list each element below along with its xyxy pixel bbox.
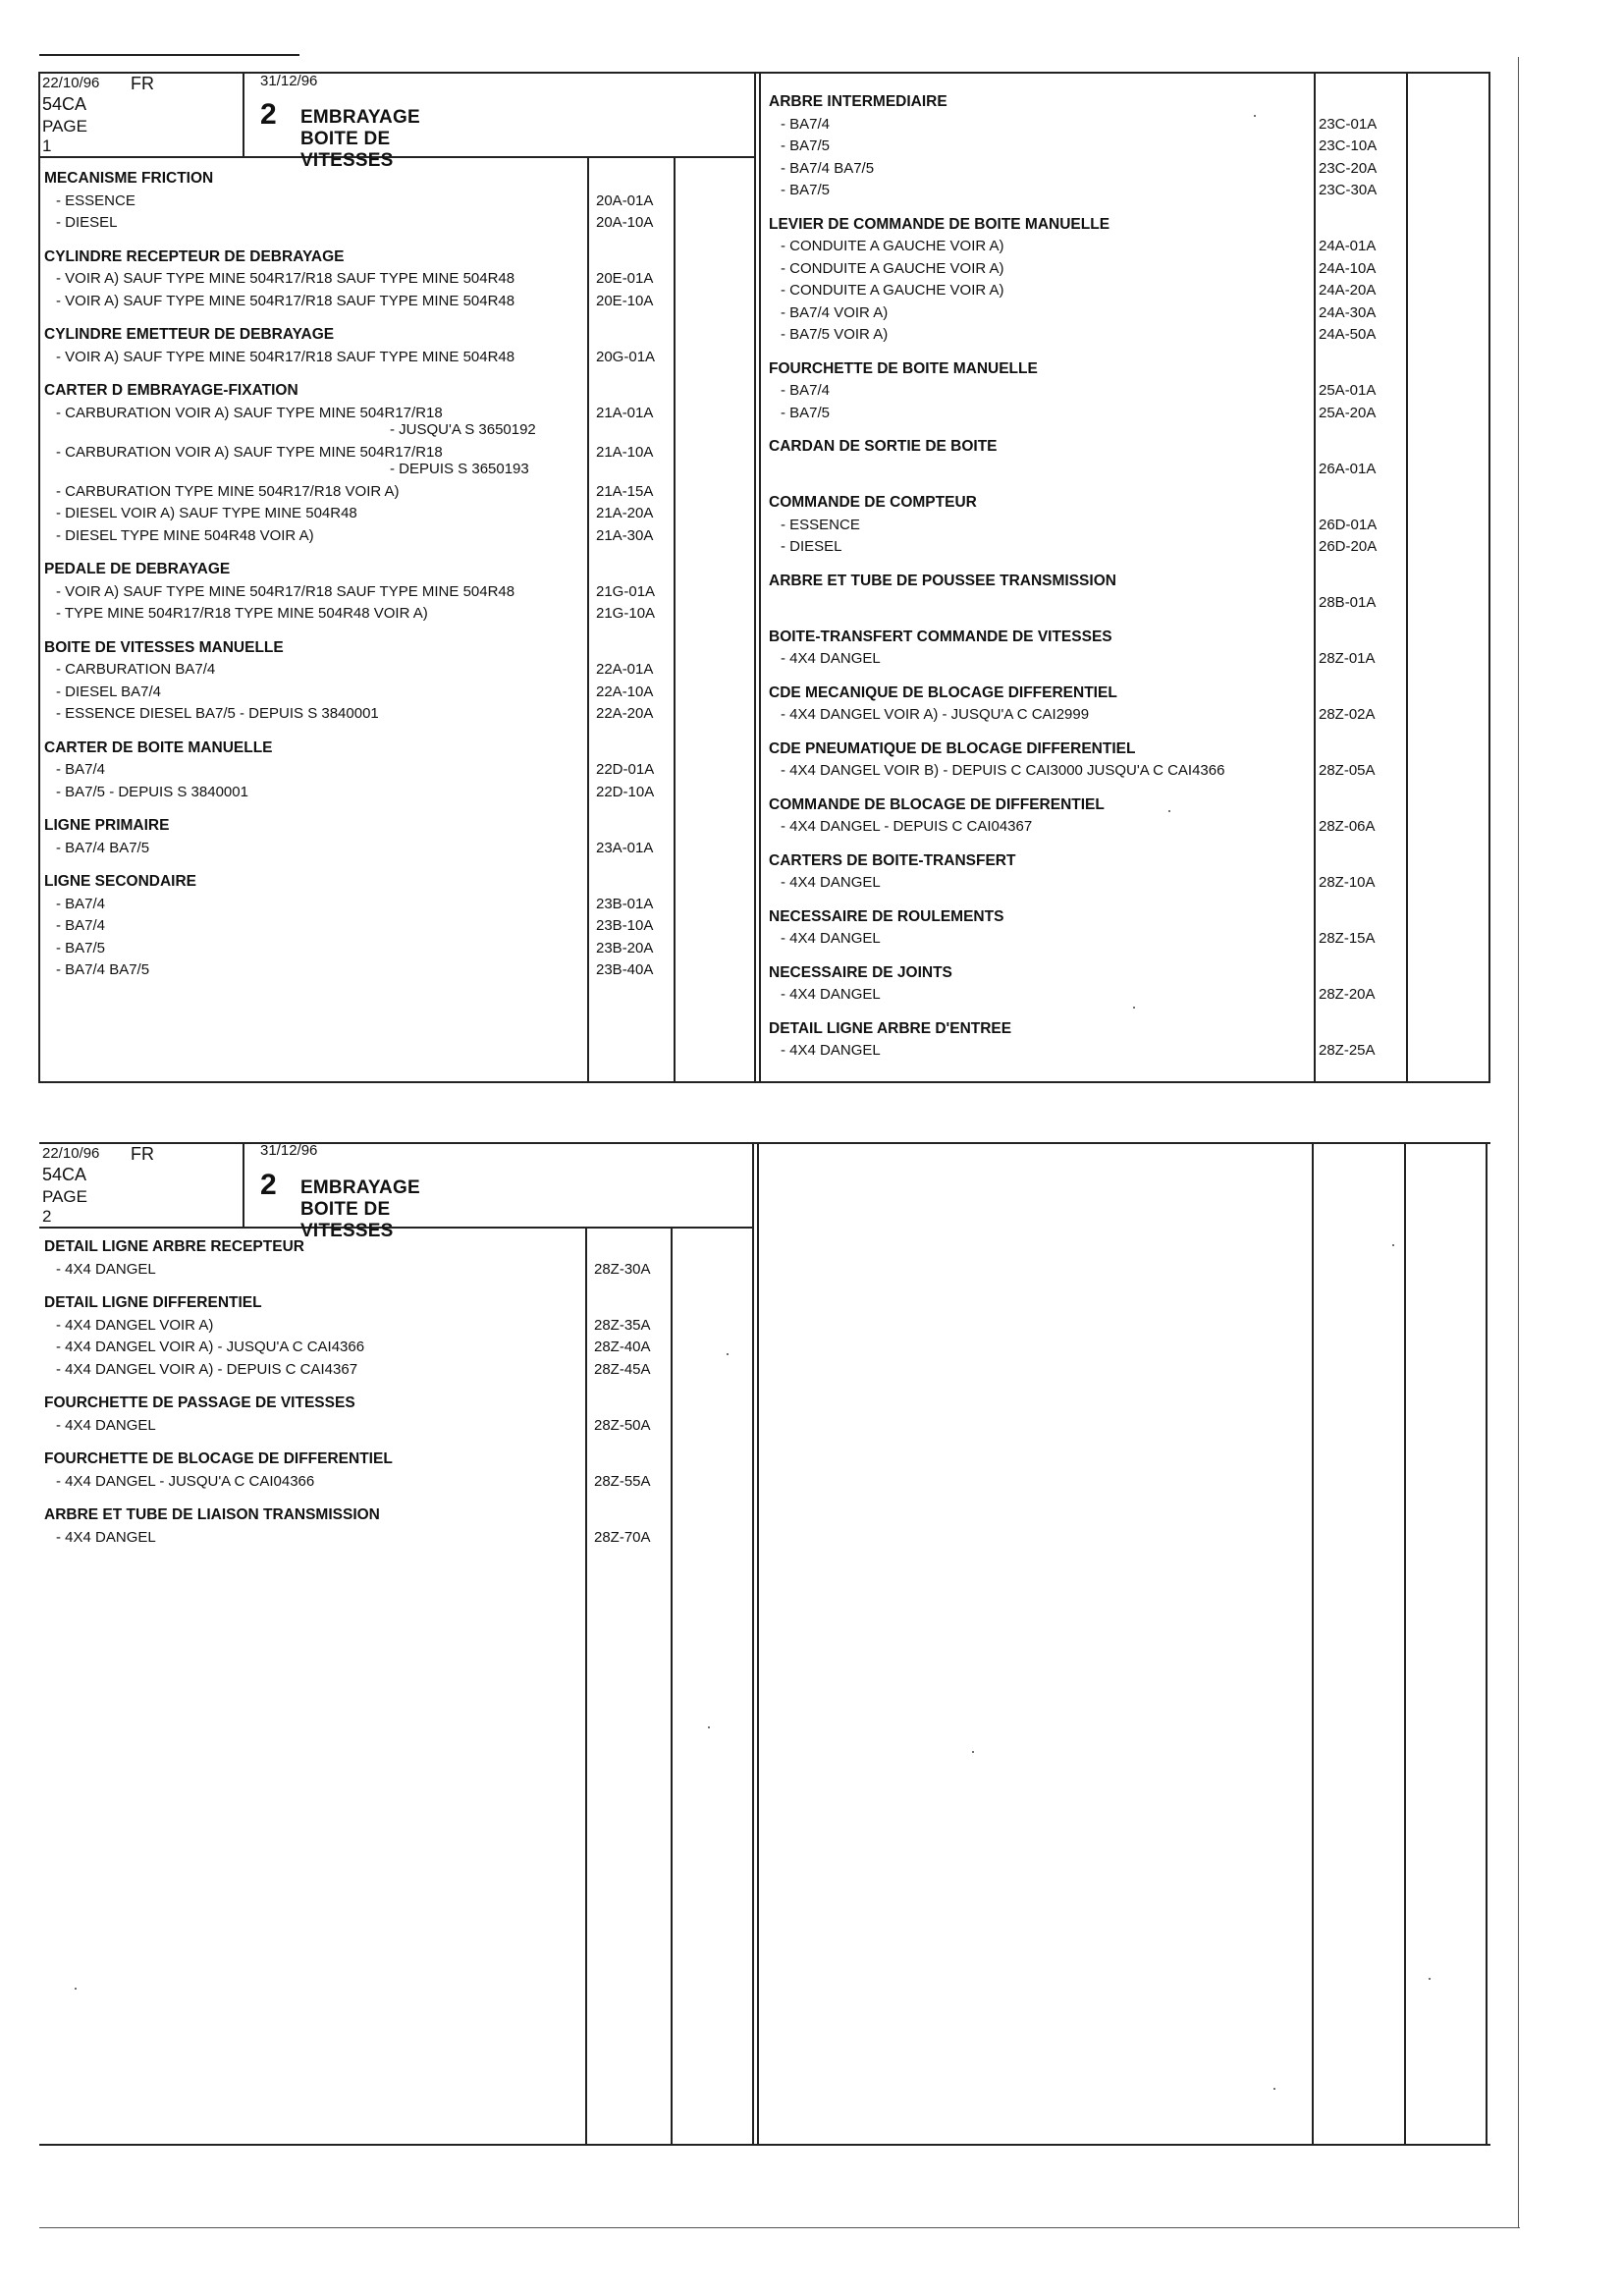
part-row (44, 915, 692, 938)
part-row (769, 704, 1476, 727)
part-description: - 4X4 DANGEL VOIR B) - DEPUIS C CAI3000 JUSQU'A C CAI4366 (781, 762, 1225, 779)
part-group-title: NECESSAIRE DE ROULEMENTS (769, 907, 1004, 925)
page1-center-divider-b (759, 72, 761, 1083)
part-group (44, 1292, 692, 1381)
part-row (44, 442, 692, 481)
part-group-title: ARBRE INTERMEDIAIRE (769, 93, 947, 110)
part-group (44, 1236, 692, 1281)
page-number: PAGE 1 (42, 117, 87, 155)
part-description: - BA7/4 VOIR A) (781, 303, 889, 321)
page2-center-divider-b (757, 1142, 759, 2145)
page2-header-divider (243, 1142, 244, 1228)
part-description: - 4X4 DANGEL (781, 930, 881, 947)
part-description: - BA7/5 (781, 137, 831, 154)
part-row (769, 515, 1476, 537)
part-group (44, 1449, 692, 1493)
part-description: - 4X4 DANGEL (56, 1260, 156, 1278)
part-description: - CONDUITE A GAUCHE VOIR A) (781, 259, 1004, 277)
page1-left-border (38, 72, 40, 1083)
part-row (769, 324, 1476, 347)
part-row (44, 347, 692, 369)
part-description: - BA7/5 VOIR A) (781, 326, 889, 343)
page-number: PAGE 2 (42, 1187, 87, 1226)
part-row (769, 816, 1476, 839)
part-description: - BA7/5 (781, 404, 831, 421)
part-description: - DIESEL BA7/4 (56, 683, 161, 700)
part-row (769, 872, 1476, 895)
plate-reference[interactable]: 24A-50A (1319, 326, 1377, 343)
part-group (44, 871, 692, 982)
part-description: - CARBURATION BA7/4 (56, 661, 216, 678)
plate-reference[interactable]: 21A-15A (596, 482, 654, 500)
plate-reference[interactable]: 25A-20A (1319, 404, 1377, 421)
page1-header-divider (243, 72, 244, 157)
group-title: EMBRAYAGE BOITE DE VITESSES (300, 1177, 420, 1241)
plate-reference[interactable]: 26A-01A (1319, 460, 1377, 477)
plate-reference[interactable]: 20A-10A (596, 214, 654, 231)
part-group (44, 738, 692, 804)
page1-bottom-border (39, 1081, 1490, 1083)
plate-reference[interactable]: 20E-10A (596, 292, 654, 309)
plate-reference[interactable]: 20G-01A (596, 348, 656, 365)
part-group-title: CYLINDRE RECEPTEUR DE DEBRAYAGE (44, 247, 345, 265)
part-group (769, 571, 1476, 615)
part-group-title: COMMANDE DE COMPTEUR (769, 494, 977, 511)
page2-right-border (1486, 1142, 1488, 2145)
part-row (44, 403, 692, 442)
part-group-title: LEVIER DE COMMANDE DE BOITE MANUELLE (769, 215, 1110, 233)
part-row (44, 894, 692, 916)
scan-speck (972, 1751, 974, 1753)
part-row (44, 1359, 692, 1382)
group-title: EMBRAYAGE BOITE DE VITESSES (300, 107, 420, 171)
plate-reference[interactable]: 25A-01A (1319, 382, 1377, 399)
part-description: - DIESEL (56, 214, 118, 231)
part-description: - 4X4 DANGEL (781, 986, 881, 1003)
plate-reference[interactable]: 26D-20A (1319, 538, 1378, 555)
page2-right-code-col-left (1312, 1142, 1314, 2145)
scan-edge-right (1518, 57, 1519, 2227)
group-number: 2 (260, 1169, 277, 1201)
part-group (44, 1393, 692, 1437)
plate-reference[interactable]: 20A-01A (596, 191, 654, 209)
plate-reference[interactable]: 22A-01A (596, 661, 654, 678)
part-group (44, 815, 692, 859)
part-description: - VOIR A) SAUF TYPE MINE 504R17/R18 SAUF TYPE MINE 504R48 (56, 270, 515, 287)
part-row (769, 592, 1476, 615)
part-description: - 4X4 DANGEL (781, 650, 881, 667)
part-description: - VOIR A) SAUF TYPE MINE 504R17/R18 SAUF TYPE MINE 504R48 (56, 292, 515, 309)
plate-reference[interactable]: 24A-01A (1319, 238, 1377, 254)
part-row (769, 158, 1476, 181)
part-description: - ESSENCE (781, 516, 860, 533)
part-group (44, 168, 692, 235)
plate-reference[interactable]: 28Z-20A (1319, 986, 1376, 1003)
part-row (769, 380, 1476, 403)
part-group (769, 91, 1476, 202)
part-row (769, 403, 1476, 425)
part-row (44, 1527, 692, 1550)
part-row (44, 291, 692, 313)
part-description: - VOIR A) SAUF TYPE MINE 504R17/R18 SAUF TYPE MINE 504R48 (56, 582, 515, 600)
scan-speck (1273, 2088, 1275, 2090)
part-row (44, 191, 692, 213)
part-row (769, 280, 1476, 302)
part-description: - BA7/5 (56, 939, 106, 957)
part-group (44, 324, 692, 368)
plate-reference[interactable]: 23B-40A (596, 961, 654, 978)
part-row (44, 268, 692, 291)
plate-reference[interactable]: 23C-20A (1319, 159, 1378, 177)
part-group (769, 962, 1476, 1007)
scan-edge-bottom (39, 2227, 1520, 2228)
part-group (44, 380, 692, 547)
part-group-title: LIGNE SECONDAIRE (44, 873, 197, 890)
part-row (44, 1259, 692, 1282)
part-group (769, 214, 1476, 347)
part-description: - BA7/4 (56, 761, 106, 778)
part-row (44, 1415, 692, 1438)
part-row (44, 838, 692, 860)
part-row (769, 648, 1476, 671)
plate-reference[interactable]: 28Z-01A (1319, 650, 1376, 667)
plate-reference[interactable]: 23C-10A (1319, 137, 1378, 154)
plate-reference[interactable]: 20E-01A (596, 270, 654, 287)
part-group (769, 436, 1476, 480)
plate-reference[interactable]: 22A-10A (596, 683, 654, 700)
part-row (769, 1040, 1476, 1063)
part-row (769, 928, 1476, 951)
part-row (44, 659, 692, 682)
part-description: - TYPE MINE 504R17/R18 TYPE MINE 504R48 VOIR A) (56, 605, 428, 622)
plate-reference[interactable]: 23C-30A (1319, 182, 1378, 198)
part-description: - 4X4 DANGEL VOIR A) (56, 1316, 214, 1334)
part-row (769, 180, 1476, 202)
part-group (769, 492, 1476, 559)
page2-right-code-col-right (1404, 1142, 1406, 2145)
scan-speck (708, 1726, 710, 1728)
part-group (769, 683, 1476, 727)
part-group-title: FOURCHETTE DE PASSAGE DE VITESSES (44, 1394, 355, 1411)
part-group-title: PEDALE DE DEBRAYAGE (44, 561, 231, 577)
plate-reference[interactable]: 23B-01A (596, 895, 654, 912)
scan-speck (727, 1353, 729, 1355)
part-description-continuation: - JUSQU'A S 3650192 (390, 420, 536, 438)
part-group-title: DETAIL LIGNE ARBRE D'ENTREE (769, 1019, 1012, 1037)
scan-speck (75, 1988, 77, 1990)
part-row (44, 959, 692, 982)
part-row (769, 136, 1476, 158)
part-description: - 4X4 DANGEL (56, 1528, 156, 1546)
plate-reference[interactable]: 21A-01A (596, 404, 654, 421)
part-group (44, 637, 692, 726)
part-description: - BA7/4 BA7/5 (781, 159, 875, 177)
page2-bottom-border (39, 2144, 1490, 2146)
plate-reference[interactable]: 22D-01A (596, 761, 655, 778)
language-code: FR (131, 1144, 154, 1164)
plate-reference[interactable]: 24A-10A (1319, 259, 1377, 277)
plate-reference[interactable]: 28Z-50A (594, 1416, 651, 1434)
part-row (44, 703, 692, 726)
plate-reference[interactable]: 28Z-40A (594, 1339, 651, 1355)
part-description: - 4X4 DANGEL - DEPUIS C CAI04367 (781, 818, 1033, 835)
language-code: FR (131, 74, 154, 93)
part-description: - ESSENCE DIESEL BA7/5 - DEPUIS S 3840001 (56, 705, 379, 722)
part-description: - DIESEL VOIR A) SAUF TYPE MINE 504R48 (56, 505, 357, 521)
issue-date: 22/10/96 (42, 1145, 100, 1162)
part-row (44, 481, 692, 504)
part-group-title: ARBRE ET TUBE DE POUSSEE TRANSMISSION (769, 572, 1116, 589)
plate-reference[interactable]: 23C-01A (1319, 115, 1378, 133)
plate-reference[interactable]: 28Z-10A (1319, 874, 1376, 891)
page2-left-parts-list (44, 1236, 692, 1560)
part-description: - CONDUITE A GAUCHE VOIR A) (781, 282, 1004, 299)
scan-speck (1392, 1244, 1394, 1246)
part-description: - 4X4 DANGEL VOIR A) - JUSQU'A C CAI2999 (781, 706, 1090, 723)
plate-reference[interactable]: 24A-20A (1319, 282, 1377, 299)
part-description: - BA7/4 (781, 115, 831, 133)
model-code: 54CA (42, 94, 87, 114)
plate-reference[interactable]: 21A-10A (596, 443, 654, 461)
page1-top-border (39, 72, 1490, 74)
part-description: - DIESEL (781, 538, 842, 555)
part-row (44, 525, 692, 548)
part-description: - CARBURATION VOIR A) SAUF TYPE MINE 504R17/R18 (56, 443, 443, 461)
part-row (44, 938, 692, 960)
part-description: - ESSENCE (56, 191, 135, 209)
plate-reference[interactable]: 26D-01A (1319, 516, 1378, 533)
page1-center-divider-a (754, 72, 756, 1083)
part-group-title: CDE MECANIQUE DE BLOCAGE DIFFERENTIEL (769, 683, 1117, 701)
part-row (769, 302, 1476, 325)
part-row (44, 782, 692, 804)
part-row (769, 760, 1476, 783)
part-description: - CARBURATION TYPE MINE 504R17/R18 VOIR A) (56, 482, 400, 500)
plate-reference[interactable]: 21A-30A (596, 526, 654, 544)
part-group (769, 1018, 1476, 1063)
plate-reference[interactable]: 21G-01A (596, 582, 656, 600)
page1-right-parts-list (769, 91, 1476, 1074)
part-description: - 4X4 DANGEL VOIR A) - DEPUIS C CAI4367 (56, 1360, 358, 1378)
plate-reference[interactable]: 28Z-15A (1319, 930, 1376, 947)
part-group-title: DETAIL LIGNE DIFFERENTIEL (44, 1294, 262, 1311)
part-description: - 4X4 DANGEL VOIR A) - JUSQU'A C CAI4366 (56, 1339, 365, 1355)
part-description: - CARBURATION VOIR A) SAUF TYPE MINE 504R17/R18 (56, 404, 443, 421)
plate-reference[interactable]: 23A-01A (596, 839, 654, 856)
page2-top-border (39, 1142, 1490, 1144)
part-group-title: CARTER DE BOITE MANUELLE (44, 738, 273, 756)
part-description: - BA7/4 BA7/5 (56, 961, 150, 978)
part-group-title: CARTER D EMBRAYAGE-FIXATION (44, 382, 298, 399)
part-group-title: CARDAN DE SORTIE DE BOITE (769, 438, 998, 455)
part-row (44, 1315, 692, 1338)
part-group-title: COMMANDE DE BLOCAGE DE DIFFERENTIEL (769, 795, 1105, 813)
part-group-title: ARBRE ET TUBE DE LIAISON TRANSMISSION (44, 1506, 380, 1523)
plate-reference[interactable]: 28Z-35A (594, 1316, 651, 1334)
part-row (44, 682, 692, 704)
part-group-title: FOURCHETTE DE BLOCAGE DE DIFFERENTIEL (44, 1450, 393, 1467)
part-description-continuation: - DEPUIS S 3650193 (390, 460, 529, 477)
part-row (44, 1337, 692, 1359)
plate-reference[interactable]: 23B-20A (596, 939, 654, 957)
plate-reference[interactable]: 28Z-25A (1319, 1042, 1376, 1059)
plate-reference[interactable]: 24A-30A (1319, 303, 1377, 321)
part-group (44, 246, 692, 313)
part-row (769, 258, 1476, 281)
part-group (769, 358, 1476, 425)
part-group (769, 738, 1476, 783)
part-description: - 4X4 DANGEL (781, 1042, 881, 1059)
part-group (44, 1504, 692, 1549)
plate-reference[interactable]: 28Z-05A (1319, 762, 1376, 779)
part-description: - BA7/4 BA7/5 (56, 839, 150, 856)
plate-reference[interactable]: 21A-20A (596, 505, 654, 521)
plate-reference[interactable]: 22A-20A (596, 705, 654, 722)
plate-reference[interactable]: 28Z-06A (1319, 818, 1376, 835)
part-description: - BA7/4 (56, 917, 106, 934)
part-row (769, 114, 1476, 137)
plate-reference[interactable]: 22D-10A (596, 783, 655, 800)
part-description: - BA7/4 (56, 895, 106, 912)
part-row (769, 536, 1476, 559)
plate-reference[interactable]: 28Z-70A (594, 1528, 651, 1546)
page1-right-border (1488, 72, 1490, 1083)
model-code: 54CA (42, 1165, 87, 1184)
edit-date: 31/12/96 (260, 1142, 318, 1159)
part-group-title: BOITE DE VITESSES MANUELLE (44, 638, 284, 656)
top-rule (39, 54, 299, 56)
part-group-title: NECESSAIRE DE JOINTS (769, 963, 952, 981)
part-row (44, 1471, 692, 1494)
plate-reference[interactable]: 28B-01A (1319, 594, 1377, 611)
part-description: - 4X4 DANGEL (781, 874, 881, 891)
part-group (44, 559, 692, 626)
part-row (769, 984, 1476, 1007)
part-description: - BA7/5 - DEPUIS S 3840001 (56, 783, 248, 800)
part-description: - DIESEL TYPE MINE 504R48 VOIR A) (56, 526, 314, 544)
part-group (769, 627, 1476, 671)
part-group-title: BOITE-TRANSFERT COMMANDE DE VITESSES (769, 628, 1112, 645)
issue-date: 22/10/96 (42, 75, 100, 91)
part-description: - BA7/4 (781, 382, 831, 399)
part-row (769, 459, 1476, 481)
part-group-title: CYLINDRE EMETTEUR DE DEBRAYAGE (44, 326, 335, 343)
part-group (769, 850, 1476, 895)
plate-reference[interactable]: 28Z-30A (594, 1260, 651, 1278)
group-number: 2 (260, 98, 277, 131)
page2-center-divider-a (752, 1142, 754, 2145)
part-group-title: FOURCHETTE DE BOITE MANUELLE (769, 359, 1038, 377)
part-description: - VOIR A) SAUF TYPE MINE 504R17/R18 SAUF TYPE MINE 504R48 (56, 348, 515, 365)
part-row (44, 759, 692, 782)
scan-speck (1429, 1978, 1431, 1980)
plate-reference[interactable]: 28Z-45A (594, 1360, 651, 1378)
part-row (44, 581, 692, 604)
plate-reference[interactable]: 28Z-55A (594, 1472, 651, 1490)
plate-reference[interactable]: 28Z-02A (1319, 706, 1376, 723)
part-row (769, 236, 1476, 258)
part-row (44, 503, 692, 525)
part-description: - 4X4 DANGEL - JUSQU'A C CAI04366 (56, 1472, 315, 1490)
part-row (44, 603, 692, 626)
part-group-title: LIGNE PRIMAIRE (44, 817, 170, 834)
part-row (44, 212, 692, 235)
part-description: - 4X4 DANGEL (56, 1416, 156, 1434)
part-group-title: CDE PNEUMATIQUE DE BLOCAGE DIFFERENTIEL (769, 739, 1136, 757)
part-group-title: MECANISME FRICTION (44, 170, 214, 187)
part-description: - BA7/5 (781, 182, 831, 198)
plate-reference[interactable]: 23B-10A (596, 917, 654, 934)
part-group-title: CARTERS DE BOITE-TRANSFERT (769, 851, 1016, 869)
part-group-title: DETAIL LIGNE ARBRE RECEPTEUR (44, 1238, 304, 1255)
plate-reference[interactable]: 21G-10A (596, 605, 656, 622)
part-description: - CONDUITE A GAUCHE VOIR A) (781, 238, 1004, 254)
part-group (769, 906, 1476, 951)
edit-date: 31/12/96 (260, 73, 318, 89)
part-group (769, 794, 1476, 839)
page1-left-parts-list (44, 168, 692, 994)
